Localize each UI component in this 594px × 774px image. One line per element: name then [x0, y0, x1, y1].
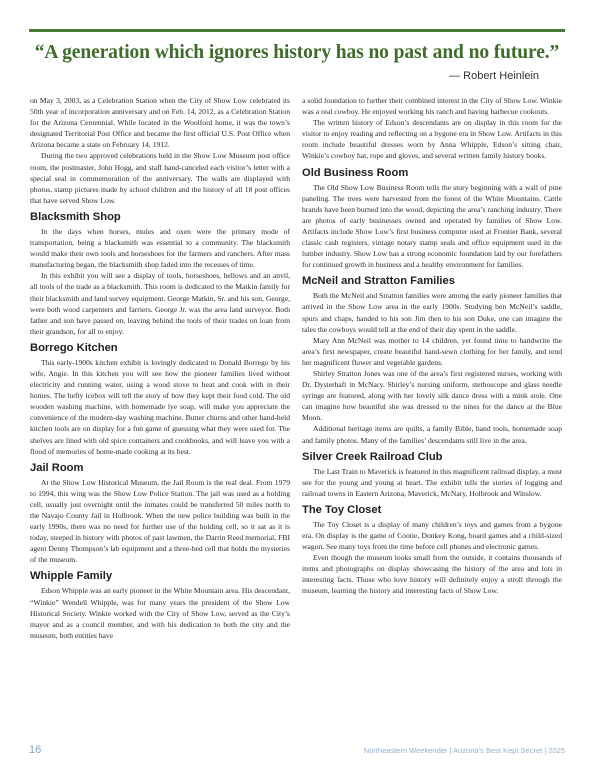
body-paragraph: Both the McNeil and Stratton families were among the early pioneer families that arrived in the Show Low area in the early 1900s. Studying ben McNeil’s saddle, spurs and chaps, handed to his son Jim then to his son Duke, one can imagine the tales the cowboys would tell at the end of their day spent in the saddle. [302, 291, 562, 334]
page-footer [29, 744, 565, 758]
body-paragraph: a solid foundation to further their combined interest in the City of Show Low. Winkie was a real cowboy. He enjoyed working his ranch and having barbecue cookouts. [302, 96, 562, 117]
top-rule [29, 29, 565, 32]
section-heading-blacksmith-shop: Blacksmith Shop [30, 210, 121, 223]
body-paragraph: The Old Show Low Business Room tells the story beginning with a wall of pine paneling. The trees were harvested from the forest of the White Mountains. Cattle brands have been burned into the wood, depicting the area’s ranching industry. There are photos of early businesses owned and operated by families of Show Low. Artifacts include Show Low’s first business computer used at Frontier Bank, several classic cash registers, vintage notary stamp seals and office equipment used in the lumber industry. Show Low has a strong economic foundation laid by our forefathers for continued growth in business and a healthy environment for families. [302, 182, 562, 270]
body-paragraph: The written history of Edson’s descendants are on display in this room for the visitor to enjoy reading and reflecting on a bygone era in Show Low. Artifacts in this room include beautiful dresses worn by Anna Whipple, Edson’s sitting chair, Winkie’s cowboy hat, rope and gloves, and several written family history books. [302, 118, 562, 161]
body-paragraph: Mary Ann McNeil was mother to 14 children, yet found time to handwrite the area’s first newspaper, create beautiful hand-sewn clothing for her family, and tend her magnificent flower and vegetable gardens. [302, 335, 562, 367]
body-paragraph: Even though the museum looks small from the outside, it contains thousands of items and photographs on display showcasing the history of the area and lots in interesting facts. Those who love history will definitely enjoy a stroll through the museum, learning the history and interesting facts of Show Low. [302, 553, 562, 596]
section-heading-silver-creek-railroad: Silver Creek Railroad Club [302, 450, 443, 463]
section-heading-old-business-room: Old Business Room [302, 166, 409, 179]
body-paragraph: At the Show Low Historical Museum, the Jail Room is the real deal. From 1979 to 1994, this wing was the Show Low Police Station. The jail was used as a holding cell, usually just overnight until the inmates could be transferred 50 miles north to the Navajo County Jail in Holbrook. When the new police building was built in the early 1990s, there was no need for further use of the holding cell, so it sat as it is today, steeped in history with photos of past lawmen, the Darrin Reed memorial, FBI agent Denny Thompson’s lab equipment and a three-bed cell that holds the mysteries of the museum. [30, 477, 290, 565]
section-heading-jail-room: Jail Room [30, 461, 84, 474]
section-heading-borrego-kitchen: Borrego Kitchen [30, 341, 118, 354]
left-column [30, 95, 290, 641]
body-paragraph: Additional heritage items are quilts, a family Bible, hand tools, homemade soap and family photos. Many of the families’ descendants still live in the area. [302, 424, 562, 445]
body-paragraph: This early-1900s kitchen exhibit is lovingly dedicated to Donald Borrego by his wife, Angie. In this kitchen you will see how the pioneer families lived without electricity and running water, using a wood stove to heat and cook with in their homes. The hefty icebox will tell the story of how they kept their food cold. The old wooden washing machine, with homemade lye soap, will make you appreciate the convenience of the modern-day washing machine. Butter churns and other hand-held kitchen tools are on display for a fun game of guessing what they were used for. The shelves are lined with old spice containers and cookbooks, and will leave you with a flood of memories of home-made cooking at its best. [30, 357, 290, 456]
running-footer-title: Northeastern Weekender | Arizona’s Best Kept Secret | 2025 [363, 746, 565, 755]
quote-attribution: — Robert Heinlein [449, 70, 539, 82]
intro-paragraph: on May 3, 2003, as a Celebration Station when the City of Show Low celebrated its 50th year of incorporation anniversary and on Feb. 14, 2012, as a Celebration Station for the Arizona Centennial. While located in the Woolford home, it was the town’s designated Territorial Post Office and became the first official U.S. Post Office when Arizona became a state on February 14, 1912. [30, 96, 290, 150]
page-number: 16 [29, 744, 42, 756]
body-paragraph: The Toy Closet is a display of many children’s toys and games from a bygone era. On display is the game of Cootie, Donkey Kong, board games and a child-sized wagon. See many toys from the time before cell phones and electronic games. [302, 519, 562, 552]
section-heading-mcneil-stratton: McNeil and Stratton Families [302, 275, 455, 288]
section-heading-whipple-family: Whipple Family [30, 570, 113, 583]
body-paragraph: Edson Whipple was an early pioneer in the White Mountain area. His descendant, “Winkie” Wendell Whipple, was for many years the president of the Show Low Historical Society. Winkie worked with the City of Show Low, served as the City’s mayor and as a council member, and with his dedication to both the city and the museum, both entities have [30, 586, 290, 640]
pull-quote: “A generation which ignores history has no past and no future.” [34, 42, 560, 63]
body-paragraph: In the days when horses, mules and oxen were the primary mode of transportation, being a blacksmith was essential to a community. The blacksmith would make their own tools and horseshoes for the farmers and ranchers. After mass manufacturing began, the blacksmith shop faded into the recesses of time. [30, 226, 290, 270]
section-heading-toy-closet: The Toy Closet [302, 503, 382, 516]
body-paragraph: Shirley Stratton Jones was one of the area’s first registered nurses, working with Dr. Dysterhaft in McNary. Shirley’s nursing uniform, stethoscope and glass needle syringe are featured, along with her lovely silk dance dress with a mink stole. One can imagine how beautiful she was dressed to the nines for the dance at the Blue Moon. [302, 368, 562, 423]
right-column [302, 95, 562, 597]
intro-paragraph: During the two approved celebrations held in the Show Low Museum post office room, the postmaster, John Hogg, and staff hand-canceled each visitor’s letter with a special seal in commemoration of the anniversary. The walls are displayed with photos, stamp pictures made by school children and the history of all 18 post offices that have served Show Low. [30, 151, 290, 205]
body-paragraph: In this exhibit you will see a display of tools, horseshoes, bellows and an anvil, all tools of the trade as a blacksmith. This room is dedicated to the Matkin family for their blacksmith and land survey equipment. George Matkin, Sr. and his son, George, were both wood carpenters and farriers. George Jr. was the area land surveyor. Both father and son have passed on, leaving behind the tools of their trades on loan from their grandson, for all to enjoy. [30, 271, 290, 336]
body-paragraph: The Last Train to Maverick is featured in this magnificent railroad display, a must see for the young and young at heart. The exhibit tells the stories of logging and railroad towns in Eastern Arizona, Maverick, McNary, Holbrook and Winslow. [302, 466, 562, 498]
